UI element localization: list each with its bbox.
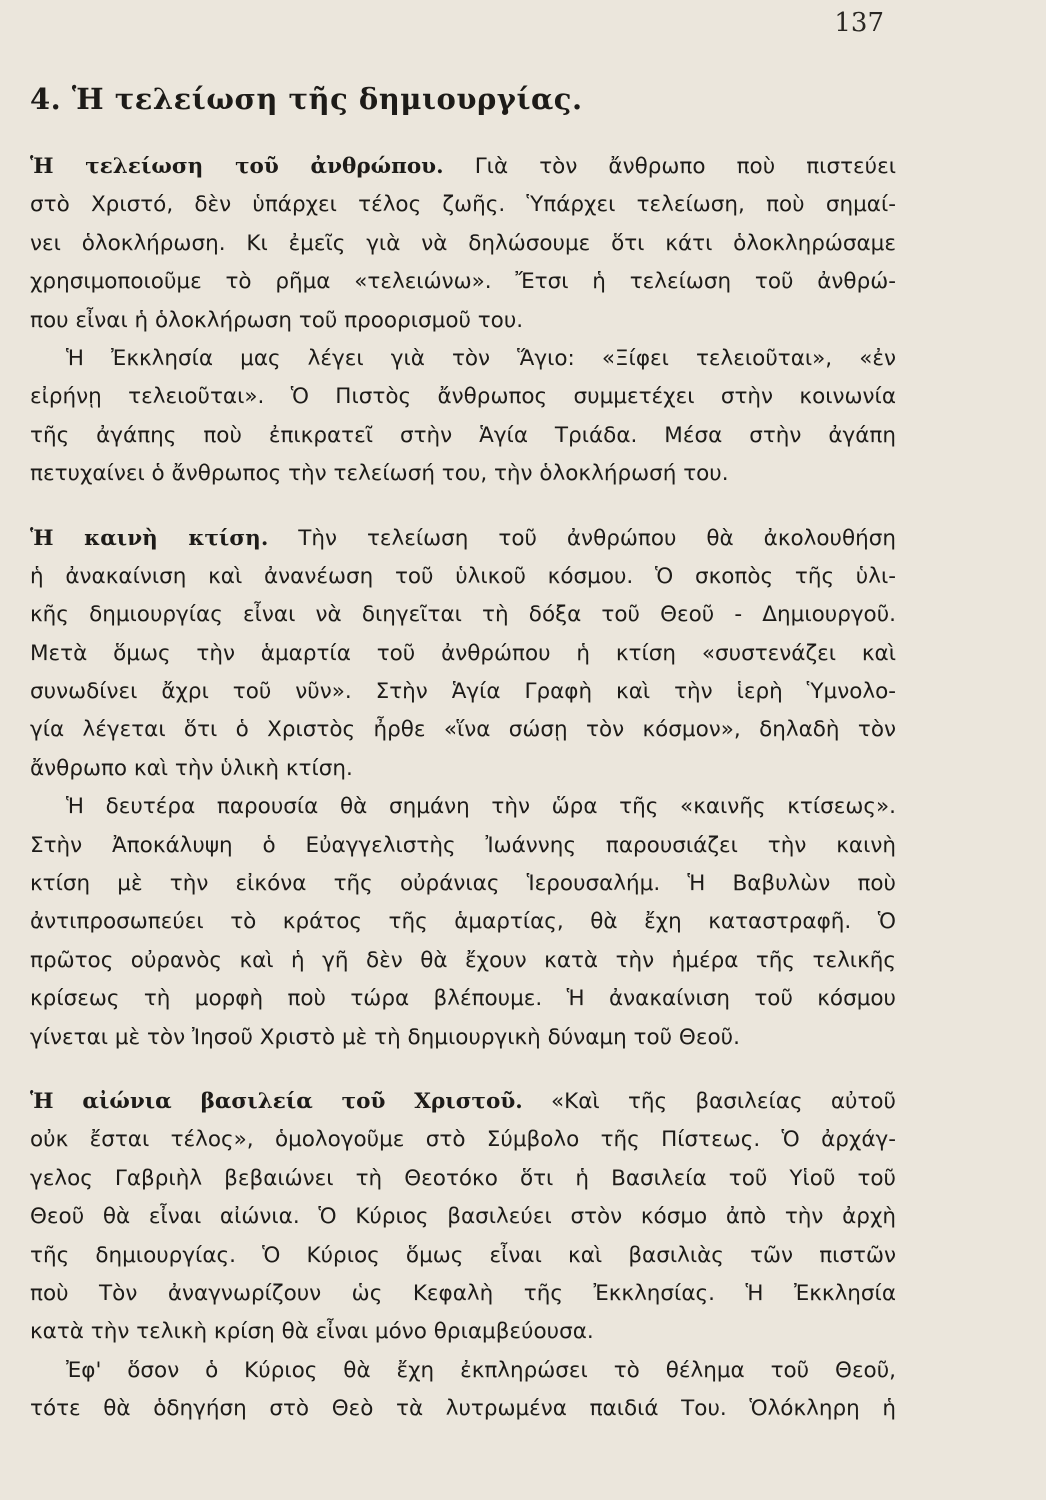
section-heading: Ἡ αἰώνια βασιλεία τοῦ Χριστοῦ. — [30, 1088, 523, 1114]
text-line: νει ὁλοκλήρωση. Κι ἐμεῖς γιὰ νὰ δηλώσουμε ὅτι κάτι ὁλοκληρώσαμε — [30, 230, 896, 256]
text-line: Ἡ Ἐκκλησία μας λέγει γιὰ τὸν Ἅγιο: «Ξίφει τελειοῦται», «ἐν — [66, 345, 896, 371]
text-line: χρησιμοποιοῦμε τὸ ρῆμα «τελειώνω». Ἔτσι ἡ τελείωση τοῦ ἀνθρώ- — [30, 269, 896, 295]
text-line: κρίσεως τὴ μορφὴ ποὺ τώρα βλέπουμε. Ἡ ἀνακαίνιση τοῦ κόσμου — [30, 986, 896, 1012]
text-line: γία λέγεται ὅτι ὁ Χριστὸς ἦρθε «ἵνα σώσῃ τὸν κόσμον», δηλαδὴ τὸν — [30, 717, 896, 743]
text-line: κῆς δημιουργίας εἶναι νὰ διηγεῖται τὴ δόξα τοῦ Θεοῦ - Δημιουργοῦ. — [30, 602, 896, 628]
text-line: κτίση μὲ τὴν εἰκόνα τῆς οὐράνιας Ἱερουσαλήμ. Ἡ Βαβυλὼν ποὺ — [30, 871, 896, 897]
text-line: Ἐφ' ὅσον ὁ Κύριος θὰ ἔχη ἐκπληρώσει τὸ θέλημα τοῦ Θεοῦ, — [66, 1357, 896, 1383]
text-line: συνωδίνει ἄχρι τοῦ νῦν». Στὴν Ἁγία Γραφὴ καὶ τὴν ἱερὴ Ὑμνολο- — [30, 679, 896, 705]
text-run: Γιὰ τὸν ἄνθρωπο ποὺ πιστεύει — [443, 154, 896, 179]
text-line — [30, 148, 896, 186]
text-line: τότε θὰ ὁδηγήση στὸ Θεὸ τὰ λυτρωμένα παιδιά Του. Ὁλόκληρη ἡ — [30, 1396, 896, 1422]
text-line: Στὴν Ἀποκάλυψη ὁ Εὐαγγελιστὴς Ἰωάννης παρουσιάζει τὴν καινὴ — [30, 832, 896, 858]
text-line — [30, 1083, 896, 1121]
page-number: 137 — [834, 8, 884, 38]
text-line: γίνεται μὲ τὸν Ἰησοῦ Χριστὸ μὲ τὴ δημιουργικὴ δύναμη τοῦ Θεοῦ. — [30, 1024, 740, 1050]
text-line: Θεοῦ θὰ εἶναι αἰώνια. Ὁ Κύριος βασιλεύει στὸν κόσμο ἀπὸ τὴν ἀρχὴ — [30, 1204, 896, 1230]
text-line: οὐκ ἔσται τέλος», ὁμολογοῦμε στὸ Σύμβολο τῆς Πίστεως. Ὁ ἀρχάγ- — [30, 1127, 896, 1153]
text-line: τῆς ἀγάπης ποὺ ἐπικρατεῖ στὴν Ἁγία Τριάδα. Μέσα στὴν ἀγάπη — [30, 422, 896, 448]
text-line: γελος Γαβριὴλ βεβαιώνει τὴ Θεοτόκο ὅτι ἡ Βασιλεία τοῦ Υἱοῦ τοῦ — [30, 1165, 896, 1191]
text-line: ἄνθρωπο καὶ τὴν ὑλικὴ κτίση. — [30, 755, 353, 781]
text-line: ἡ ἀνακαίνιση καὶ ἀνανέωση τοῦ ὑλικοῦ κόσμου. Ὁ σκοπὸς τῆς ὑλι- — [30, 563, 896, 589]
text-line: ποὺ Τὸν ἀναγνωρίζουν ὡς Κεφαλὴ τῆς Ἐκκλησίας. Ἡ Ἐκκλησία — [30, 1280, 896, 1306]
text-line: ἀντιπροσωπεύει τὸ κράτος τῆς ἁμαρτίας, θὰ ἔχη καταστραφῆ. Ὁ — [30, 909, 896, 935]
text-run: «Καὶ τῆς βασιλείας αὐτοῦ — [522, 1088, 896, 1114]
text-line: κατὰ τὴν τελικὴ κρίση θὰ εἶναι μόνο θριαμβεύουσα. — [30, 1319, 594, 1345]
body-text — [30, 148, 896, 1429]
text-line: πρῶτος οὐρανὸς καὶ ἡ γῆ δὲν θὰ ἔχουν κατὰ τὴν ἡμέρα τῆς τελικῆς — [30, 947, 896, 973]
text-line: που εἶναι ἡ ὁλοκλήρωση τοῦ προορισμοῦ του. — [30, 307, 524, 333]
section-heading: Ἡ τελείωση τοῦ ἀνθρώπου. — [30, 154, 444, 179]
text-run: Τὴν τελείωση τοῦ ἀνθρώπου θὰ ἀκολουθήση — [268, 525, 896, 551]
chapter-title: 4. Ἡ τελείωση τῆς δημιουργίας. — [30, 82, 583, 116]
text-line: Μετὰ ὅμως τὴν ἁμαρτία τοῦ ἀνθρώπου ἡ κτίση «συστενάζει καὶ — [30, 640, 896, 666]
text-line: στὸ Χριστό, δὲν ὑπάρχει τέλος ζωῆς. Ὑπάρχει τελείωση, ποὺ σημαί- — [30, 192, 896, 218]
text-line: Ἡ δευτέρα παρουσία θὰ σημάνη τὴν ὥρα τῆς «καινῆς κτίσεως». — [66, 794, 896, 820]
text-line: εἰρήνῃ τελειοῦται». Ὁ Πιστὸς ἄνθρωπος συμμετέχει στὴν κοινωνία — [30, 384, 896, 410]
text-line — [30, 520, 896, 558]
section-heading: Ἡ καινὴ κτίση. — [30, 525, 269, 551]
text-line: πετυχαίνει ὁ ἄνθρωπος τὴν τελείωσή του, τὴν ὁλοκλήρωσή του. — [30, 461, 729, 487]
text-line: τῆς δημιουργίας. Ὁ Κύριος ὅμως εἶναι καὶ βασιλιὰς τῶν πιστῶν — [30, 1242, 896, 1268]
